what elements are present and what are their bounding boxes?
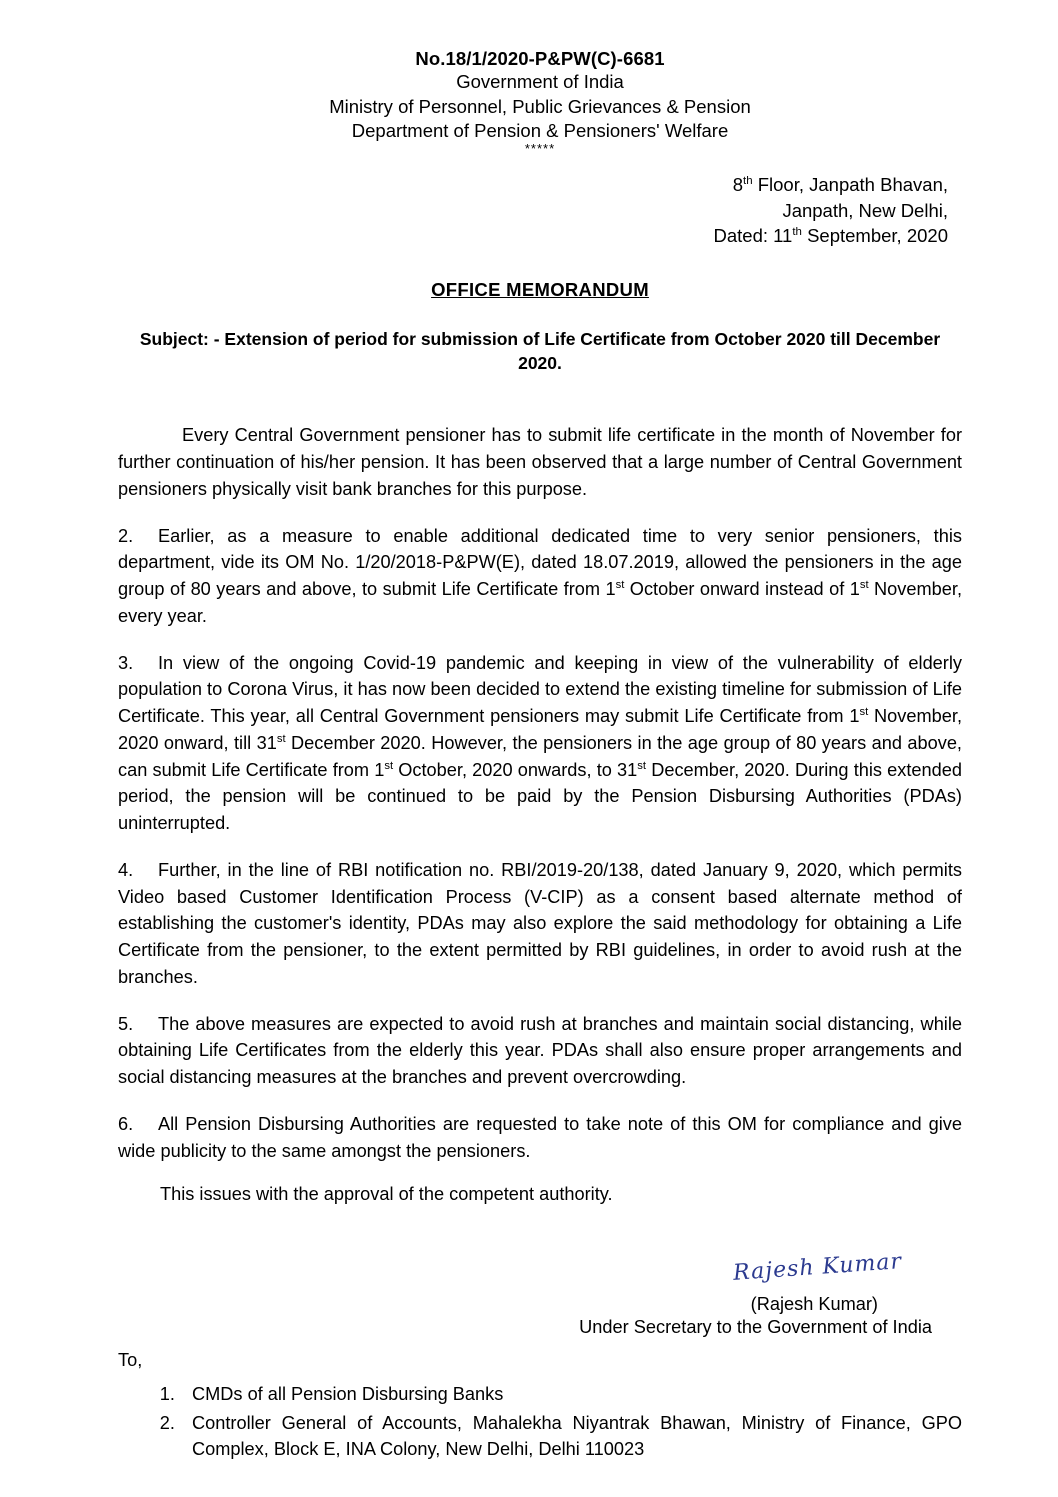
org-line-ministry: Ministry of Personnel, Public Grievances & Pension — [329, 95, 751, 117]
paragraph-2-ordinal-1: st — [615, 579, 625, 591]
org-line-department: Department of Pension & Pensioners' Welfare — [351, 120, 729, 142]
signature-block — [118, 1249, 962, 1338]
address-floor-text: Floor, Janpath Bhavan, — [752, 174, 948, 196]
paragraph-3-ordinal-1: st — [859, 706, 869, 718]
recipient-text: 1. CMDs of all Pension Disbursing Banks — [192, 1384, 504, 1405]
paragraph-6 — [118, 1111, 962, 1165]
handwritten-signature: Rajesh Kumar — [732, 1249, 903, 1287]
closing-statement: This issues with the approval of the competent authority. — [160, 1184, 613, 1205]
paragraph-6-number: 6. — [118, 1113, 134, 1134]
star-separator: ***** — [524, 140, 556, 156]
paragraph-5-number: 5. — [118, 1013, 134, 1034]
paragraph-3-text-c: December 2020. However, the pensioners in the age group of 80 years and above, can submit Life Certificate from 1 — [118, 732, 962, 780]
paragraph-5 — [118, 1011, 962, 1091]
paragraph-6-text: All Pension Disbursing Authorities are requested to take note of this OM for compliance and give wide publicity to the same amongst the pensioners. — [118, 1113, 962, 1161]
paragraph-3-ordinal-4: st — [637, 759, 647, 772]
address-floor-ordinal: th — [743, 174, 753, 187]
list-item — [180, 1410, 962, 1463]
paragraph-3-ordinal-2: st — [276, 732, 286, 745]
paragraph-5-text: The above measures are expected to avoid rush at branches and maintain social distancing, while obtaining Life Certificates from the elderly this year. PDAs shall also ensure proper arrangements and social distancing measures at the branches and prevent overcrowding. — [118, 1013, 962, 1088]
paragraph-3-text-a: In view of the ongoing Covid-19 pandemic and keeping in view of the vulnerability of elderly population to Corona Virus, it has now been decided to extend the existing timeline for submission of Life Certificate. This year, all Central Government pensioners may submit Life Certificate from 1 — [118, 652, 962, 727]
date-prefix: Dated: 11 — [713, 225, 793, 247]
address-floor-number: 8 — [732, 174, 744, 196]
paragraph-3 — [118, 650, 962, 837]
address-block — [118, 172, 962, 249]
paragraph-2-text-a: Earlier, as a measure to enable additional dedicated time to very senior pensioners, this department, vide its OM No. 1/20/2018-P&PW(E), dated 18.07.2019, allowed the pensioners in the age group of 80 years and above, to submit Life Certificate from 1 — [118, 525, 962, 600]
paragraph-4 — [118, 857, 962, 991]
subject-line: Subject: - Extension of period for submission of Life Certificate from October 2020 till December 2020. — [139, 328, 941, 374]
paragraph-2-text-b: October onward instead of 1 — [624, 579, 860, 600]
signatory-name: (Rajesh Kumar) — [750, 1294, 878, 1315]
distribution-label: To, — [118, 1350, 143, 1371]
signatory-designation: Under Secretary to the Government of India — [579, 1317, 932, 1338]
paragraph-3-text-e: December, 2020. During this extended period, the pension will be continued to be paid by the Pension Disbursing Authorities (PDAs) uninterrupted. — [118, 759, 962, 834]
reference-number: No.18/1/2020-P&PW(C)-6681 — [415, 48, 665, 69]
page-title: OFFICE MEMORANDUM — [431, 278, 649, 300]
address-line-street: Janpath, New Delhi, — [782, 199, 948, 221]
paragraph-4-number: 4. — [118, 859, 134, 880]
paragraph-1: Every Central Government pensioner has to submit life certificate in the month of November for further continuation of his/her pension. It has been observed that a large number of Central Government pensioners physically visit bank branches for this purpose. — [118, 425, 962, 499]
paragraph-3-number: 3. — [118, 652, 134, 673]
date-suffix: September, 2020 — [801, 225, 948, 247]
recipient-list — [118, 1381, 962, 1462]
org-line-government: Government of India — [456, 71, 624, 92]
recipient-text: 2. Controller General of Accounts, Mahalekha Niyantrak Bhawan, Ministry of Finance, GPO Complex, Block E, INA Colony, New Delhi, Delhi 110023 — [192, 1412, 962, 1460]
paragraph-4-text: Further, in the line of RBI notification no. RBI/2019-20/138, dated January 9, 2020, which permits Video based Customer Identification Process (V-CIP) as a consent based alternate method of establishing the customer's identity, PDAs may also explore the said methodology for obtaining a Life Certificate from the pensioner, to the extent permitted by RBI guidelines, in order to avoid rush at the branches. — [118, 859, 962, 987]
paragraph-3-text-d: October, 2020 onwards, to 31 — [393, 759, 638, 780]
paragraph-2-text-c: November, every year. — [118, 579, 962, 626]
list-item — [180, 1381, 962, 1407]
paragraph-2-ordinal-2: st — [859, 579, 869, 591]
paragraph-3-text-b: November, 2020 onward, till 31 — [118, 706, 962, 753]
paragraph-3-ordinal-3: st — [384, 759, 394, 772]
paragraph-2-number: 2. — [118, 525, 134, 546]
date-ordinal: th — [792, 225, 802, 238]
address-line-floor — [118, 172, 948, 198]
document-date — [118, 223, 948, 249]
paragraph-2 — [118, 523, 962, 630]
